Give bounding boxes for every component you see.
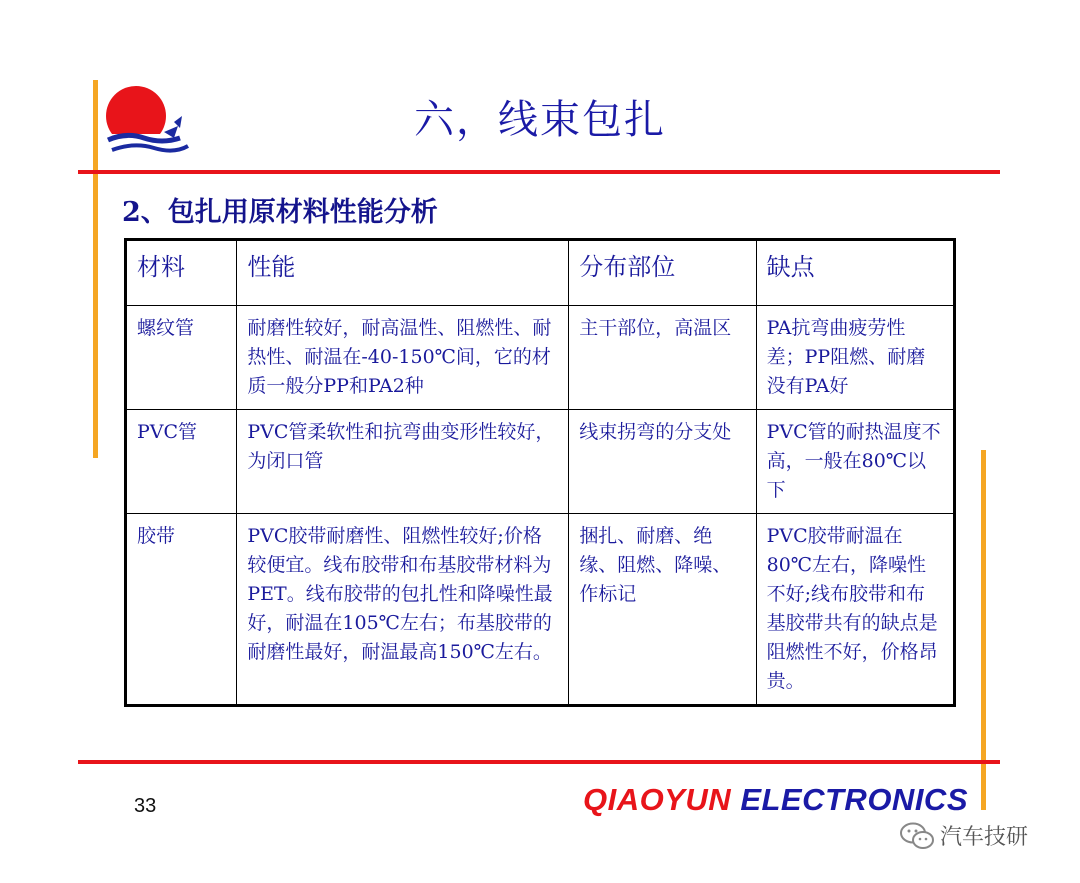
cell-material: PVC管 (126, 410, 237, 514)
cell-material: 胶带 (126, 514, 237, 706)
cell-location: 线束拐弯的分支处 (569, 410, 756, 514)
company-name (583, 782, 968, 818)
right-orange-rule (981, 450, 986, 810)
table-row (126, 306, 955, 410)
section-subtitle: 2、包扎用原材料性能分析 (122, 197, 438, 228)
cell-performance: PVC胶带耐磨性、阻燃性较好;价格较便宜。线布胶带和布基胶带材料为PET。线布胶带的包扎性和降噪性最好，耐温在105℃左右；布基胶带的耐磨性最好，耐温最高150℃左右。 (237, 514, 569, 706)
cell-material: 螺纹管 (126, 306, 237, 410)
cell-drawbacks: PA抗弯曲疲劳性差；PP阻燃、耐磨没有PA好 (756, 306, 954, 410)
page-number: 33 (134, 795, 157, 817)
company-name-part1: QIAOYUN (583, 782, 732, 817)
table-row (126, 410, 955, 514)
footer-red-rule (78, 760, 1000, 764)
slide-title: 六，线束包扎 (414, 97, 666, 143)
cell-performance: 耐磨性较好，耐高温性、阻燃性、耐热性、耐温在-40-150℃间，它的材质一般分PP和PA2种 (237, 306, 569, 410)
cell-location: 主干部位，高温区 (569, 306, 756, 410)
watermark (900, 820, 1028, 851)
header-performance: 性能 (237, 240, 569, 306)
cell-drawbacks: PVC管的耐热温度不高，一般在80℃以下 (756, 410, 954, 514)
table-header-row (126, 240, 955, 306)
wechat-icon (900, 822, 934, 850)
header-drawbacks: 缺点 (756, 240, 954, 306)
header-red-rule (78, 170, 1000, 174)
cell-location: 捆扎、耐磨、绝缘、阻燃、降噪、作标记 (569, 514, 756, 706)
watermark-text: 汽车技研 (940, 825, 1029, 850)
header-location: 分布部位 (569, 240, 756, 306)
company-name-part2: ELECTRONICS (740, 782, 968, 817)
header-material: 材料 (126, 240, 237, 306)
table-row (126, 514, 955, 706)
cell-performance: PVC管柔软性和抗弯曲变形性较好，为闭口管 (237, 410, 569, 514)
materials-table (124, 238, 956, 707)
cell-drawbacks: PVC胶带耐温在80℃左右，降噪性不好;线布胶带和布基胶带共有的缺点是阻燃性不好，价格昂贵。 (756, 514, 954, 706)
